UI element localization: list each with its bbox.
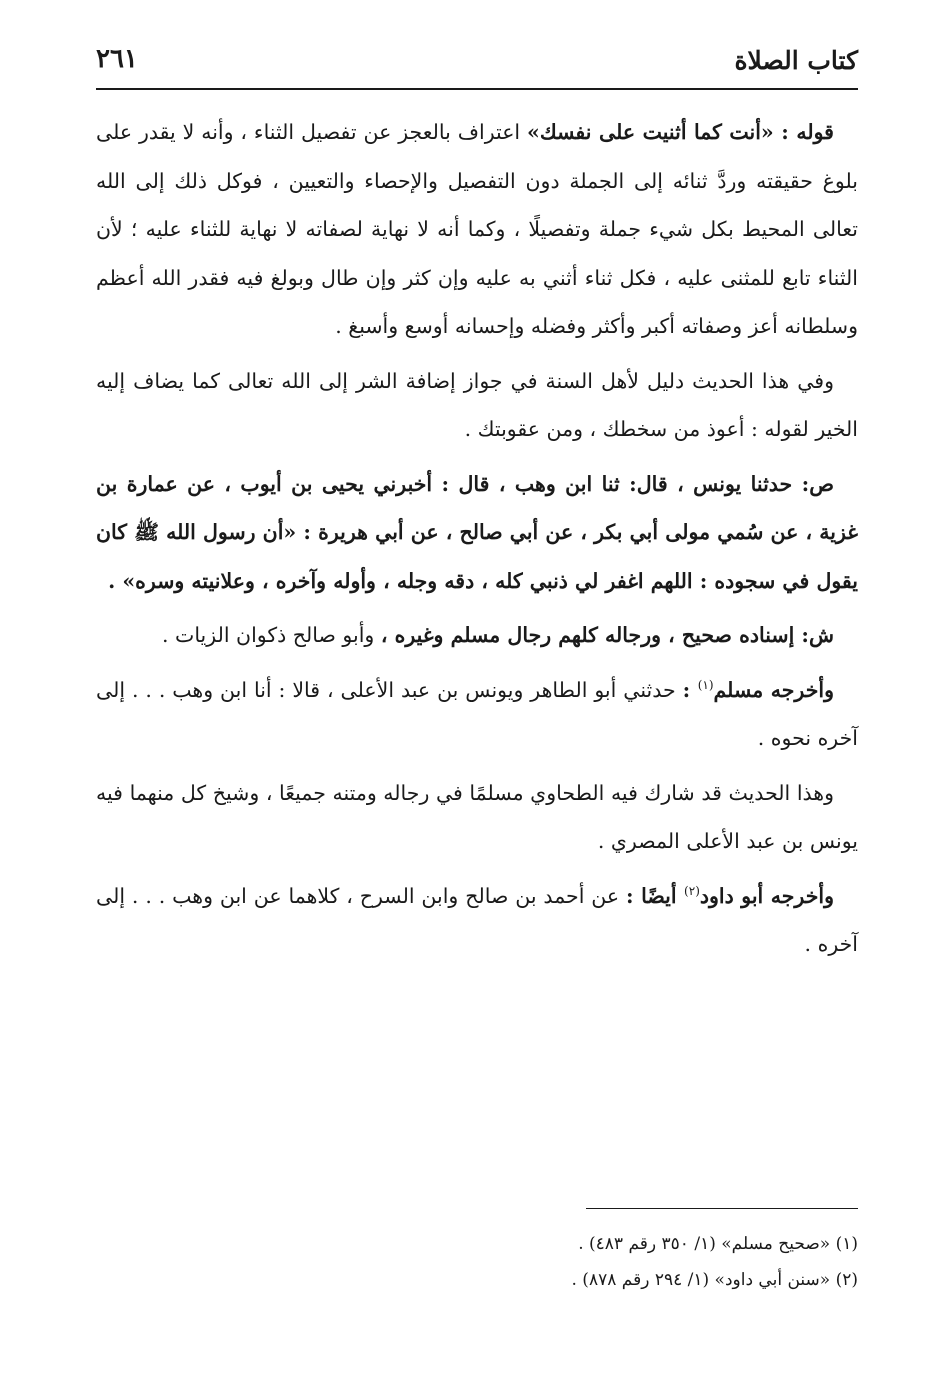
paragraph-text: ص: حدثنا يونس ، قال: ثنا ابن وهب ، قال : أخبرني يحيى بن أيوب ، عن عمارة بن غزية ، عن سُمي مولى أبي بكر ، عن أبي صالح ، عن أبي هريرة : «أن رسول الله ﷺ كان يقول في سجوده : اللهم اغفر لي ذنبي كله ، دقه وجله ، وأوله وآخره ، وعلانيته وسره» . bbox=[96, 471, 858, 593]
paragraph-2 bbox=[96, 357, 858, 454]
footnote-ref[interactable]: (٢) bbox=[684, 883, 700, 898]
paragraph-text: اعتراف بالعجز عن تفصيل الثناء ، وأنه لا يقدر على بلوغ حقيقته وردَّ ثنائه إلى الجملة دون التفصيل والإحصاء والتعيين ، فوكل ذلك إلى الله تعالى المحيط بكل شيء جملة وتفصيلًا ، وكما أنه لا نهاية لصفاته لا نهاية للثناء عليه ؛ لأن الثناء تابع للمثنى عليه ، فكل ثناء أثني به عليه وإن كثر وإن طال وبولغ فيه فقدر الله أعظم وسلطانه أعز وصفاته أكبر وأكثر وفضله وإحسانه أوسع وأسبغ . bbox=[96, 120, 858, 338]
paragraph-lead: وأخرجه مسلم bbox=[713, 677, 834, 702]
chapter-title: كتاب الصلاة bbox=[734, 46, 858, 75]
footnote-divider bbox=[586, 1208, 858, 1209]
paragraph-text: وهذا الحديث قد شارك فيه الطحاوي مسلمًا في رجاله ومتنه جميعًا ، وشيخ كل منهما فيه يونس بن عبد الأعلى المصري . bbox=[96, 780, 858, 853]
paragraph-text: عن أحمد بن صالح وابن السرح ، كلاهما عن ابن وهب . . . إلى آخره . bbox=[96, 883, 858, 956]
paragraph-text: حدثني أبو الطاهر ويونس بن عبد الأعلى ، قالا : أنا ابن وهب . . . إلى آخره نحوه . bbox=[96, 677, 858, 750]
paragraph-lead-after: : bbox=[682, 677, 698, 702]
hadith-text bbox=[96, 460, 858, 606]
paragraph-lead-after: أيضًا : bbox=[626, 883, 685, 908]
page-number: ٢٦١ bbox=[96, 44, 138, 74]
footnote-item: (٢) «سنن أبي داود» (١/ ٢٩٤ رقم ٨٧٨) . bbox=[571, 1270, 858, 1290]
page-body bbox=[96, 108, 858, 975]
paragraph-1 bbox=[96, 108, 858, 351]
paragraph-lead: ش: إسناده صحيح ، ورجاله كلهم رجال مسلم وغيره ، bbox=[380, 623, 834, 647]
paragraph-5 bbox=[96, 666, 858, 763]
paragraph-7 bbox=[96, 872, 858, 969]
paragraph-4 bbox=[96, 611, 858, 660]
footnote-ref[interactable]: (١) bbox=[697, 677, 714, 692]
paragraph-lead: قوله : «أنت كما أثنيت على نفسك» bbox=[527, 120, 834, 144]
footnote-item: (١) «صحيح مسلم» (١/ ٣٥٠ رقم ٤٨٣) . bbox=[578, 1234, 858, 1254]
footnotes bbox=[96, 1226, 858, 1298]
paragraph-text: وفي هذا الحديث دليل لأهل السنة في جواز إضافة الشر إلى الله تعالى كما يضاف إليه الخير لقوله : أعوذ من سخطك ، ومن عقوبتك . bbox=[96, 368, 858, 441]
paragraph-6 bbox=[96, 769, 858, 866]
paragraph-lead: وأخرجه أبو داود bbox=[699, 883, 834, 908]
paragraph-text: وأبو صالح ذكوان الزيات . bbox=[161, 623, 381, 647]
page-header bbox=[96, 40, 858, 90]
